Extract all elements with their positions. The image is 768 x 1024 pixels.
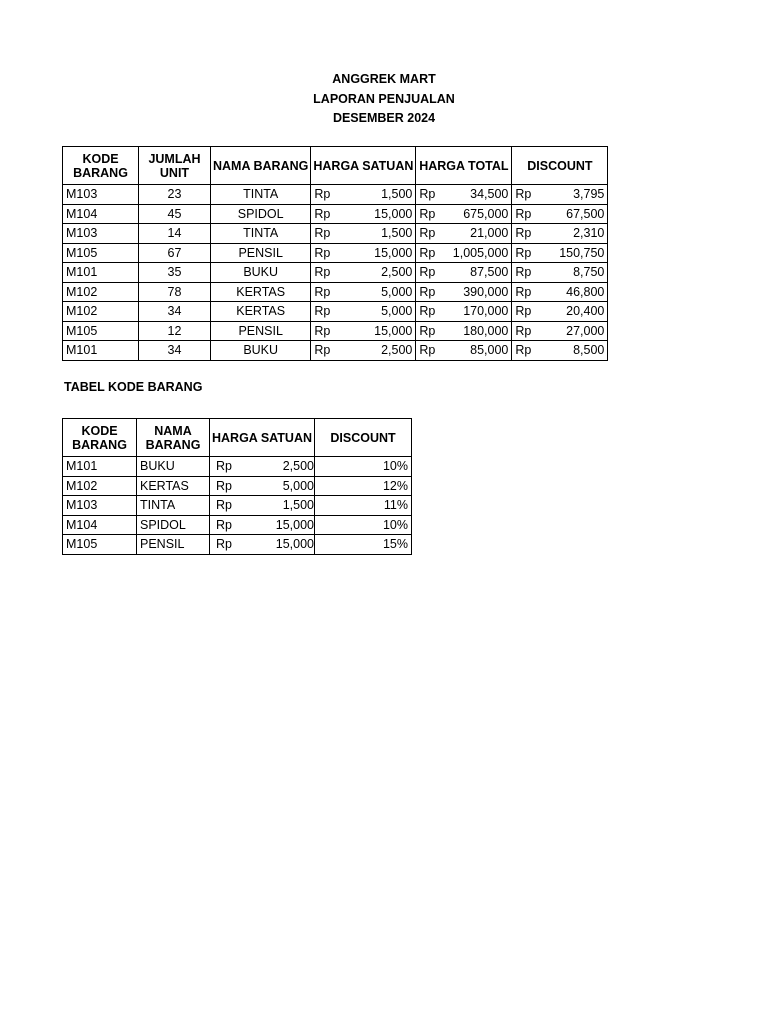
currency-label: Rp [515, 343, 532, 358]
cell-discount [512, 282, 608, 302]
table-row [63, 224, 608, 244]
currency-label: Rp [515, 187, 532, 202]
currency-label: Rp [515, 245, 532, 260]
table-row [63, 341, 608, 361]
table-row [63, 204, 608, 224]
table-row [63, 321, 608, 341]
table-row [63, 515, 412, 535]
currency-label: Rp [419, 323, 436, 338]
cell-nama: PENSIL [211, 243, 311, 263]
amount-value: 8,500 [573, 343, 605, 358]
currency-label: Rp [314, 343, 331, 358]
currency-label: Rp [419, 343, 436, 358]
table-row [63, 243, 608, 263]
amount-value: 5,000 [282, 478, 314, 493]
amount-value: 34,500 [470, 187, 509, 202]
table-row [63, 185, 608, 205]
currency-label: Rp [515, 206, 532, 221]
amount-value: 390,000 [463, 284, 509, 299]
amount-value: 20,400 [566, 304, 605, 319]
cell-harga-total [416, 321, 512, 341]
header-jumlah-unit-line2: UNIT [159, 165, 190, 180]
header-jumlah-unit-line1: JUMLAH [148, 151, 201, 166]
report-title: LAPORAN PENJUALAN [313, 91, 455, 106]
table-row [63, 263, 608, 283]
cell-nama: BUKU [211, 341, 311, 361]
amount-value: 85,000 [470, 343, 509, 358]
currency-label: Rp [419, 284, 436, 299]
amount-value: 1,500 [282, 498, 314, 513]
code-table-header-row [63, 419, 412, 457]
currency-label: Rp [314, 187, 331, 202]
cell-nama: SPIDOL [137, 515, 210, 535]
header-discount: DISCOUNT [512, 147, 608, 185]
code-table-body [63, 457, 412, 555]
cell-harga-satuan [210, 476, 315, 496]
table-row [63, 282, 608, 302]
cell-nama: SPIDOL [211, 204, 311, 224]
currency-label: Rp [419, 245, 436, 260]
cell-kode: M102 [63, 282, 139, 302]
cell-nama: KERTAS [211, 302, 311, 322]
cell-harga-satuan [311, 341, 416, 361]
cell-discount: 10% [315, 515, 412, 535]
amount-value: 2,500 [381, 343, 413, 358]
cell-discount [512, 341, 608, 361]
currency-label: Rp [216, 459, 232, 474]
amount-value: 2,500 [282, 459, 314, 474]
currency-label: Rp [314, 245, 331, 260]
code-header-discount: DISCOUNT [315, 419, 412, 457]
cell-harga-total [416, 302, 512, 322]
code-header-nama-barang-line1: NAMA [154, 423, 192, 438]
cell-harga-total [416, 204, 512, 224]
cell-kode: M104 [63, 515, 137, 535]
cell-harga-satuan [311, 224, 416, 244]
currency-label: Rp [419, 206, 436, 221]
amount-value: 1,500 [381, 187, 413, 202]
cell-jumlah: 12 [139, 321, 211, 341]
currency-label: Rp [419, 226, 436, 241]
header-nama-barang: NAMA BARANG [211, 147, 311, 185]
amount-value: 3,795 [573, 187, 605, 202]
cell-discount: 11% [315, 496, 412, 516]
cell-discount [512, 185, 608, 205]
currency-label: Rp [314, 284, 331, 299]
cell-nama: TINTA [211, 185, 311, 205]
cell-kode: M103 [63, 185, 139, 205]
cell-harga-satuan [210, 496, 315, 516]
sales-table-body [63, 185, 608, 361]
cell-jumlah: 45 [139, 204, 211, 224]
amount-value: 150,750 [559, 245, 605, 260]
cell-harga-satuan [311, 321, 416, 341]
cell-harga-total [416, 263, 512, 283]
header-kode-barang-line1: KODE [82, 151, 119, 166]
cell-nama: TINTA [211, 224, 311, 244]
currency-label: Rp [515, 323, 532, 338]
currency-label: Rp [216, 498, 232, 513]
cell-harga-satuan [210, 515, 315, 535]
amount-value: 2,500 [381, 265, 413, 280]
cell-harga-satuan [311, 263, 416, 283]
cell-harga-total [416, 243, 512, 263]
amount-value: 675,000 [463, 206, 509, 221]
amount-value: 27,000 [566, 323, 605, 338]
cell-kode: M104 [63, 204, 139, 224]
report-header [0, 70, 768, 129]
amount-value: 8,750 [573, 265, 605, 280]
code-header-kode-barang-line1: KODE [81, 423, 118, 438]
cell-harga-satuan [311, 302, 416, 322]
currency-label: Rp [216, 517, 232, 532]
cell-nama: KERTAS [211, 282, 311, 302]
currency-label: Rp [314, 226, 331, 241]
cell-kode: M102 [63, 302, 139, 322]
cell-kode: M102 [63, 476, 137, 496]
cell-discount [512, 263, 608, 283]
code-table [62, 418, 412, 555]
cell-kode: M105 [63, 535, 137, 555]
cell-nama: PENSIL [211, 321, 311, 341]
amount-value: 180,000 [463, 323, 509, 338]
amount-value: 5,000 [381, 304, 413, 319]
sales-table-header-row [63, 147, 608, 185]
currency-label: Rp [515, 284, 532, 299]
amount-value: 15,000 [374, 206, 413, 221]
cell-discount: 12% [315, 476, 412, 496]
currency-label: Rp [515, 226, 532, 241]
header-jumlah-unit [139, 147, 211, 185]
table-row [63, 535, 412, 555]
cell-discount: 15% [315, 535, 412, 555]
cell-jumlah: 14 [139, 224, 211, 244]
code-header-kode-barang [63, 419, 137, 457]
currency-label: Rp [216, 537, 232, 552]
cell-discount [512, 302, 608, 322]
table-row [63, 457, 412, 477]
cell-nama: BUKU [211, 263, 311, 283]
cell-jumlah: 34 [139, 341, 211, 361]
currency-label: Rp [515, 304, 532, 319]
currency-label: Rp [314, 265, 331, 280]
cell-harga-total [416, 185, 512, 205]
cell-jumlah: 34 [139, 302, 211, 322]
cell-harga-total [416, 224, 512, 244]
currency-label: Rp [419, 265, 436, 280]
amount-value: 1,500 [381, 226, 413, 241]
header-harga-satuan: HARGA SATUAN [311, 147, 416, 185]
currency-label: Rp [515, 265, 532, 280]
cell-harga-satuan [311, 204, 416, 224]
amount-value: 21,000 [470, 226, 509, 241]
code-header-kode-barang-line2: BARANG [72, 437, 127, 452]
cell-discount [512, 321, 608, 341]
cell-nama: PENSIL [137, 535, 210, 555]
code-header-harga-satuan: HARGA SATUAN [210, 419, 315, 457]
header-kode-barang-line2: BARANG [73, 165, 128, 180]
cell-harga-satuan [210, 457, 315, 477]
cell-kode: M105 [63, 243, 139, 263]
cell-nama: BUKU [137, 457, 210, 477]
currency-label: Rp [314, 304, 331, 319]
code-header-nama-barang [137, 419, 210, 457]
cell-discount [512, 243, 608, 263]
table-row [63, 302, 608, 322]
amount-value: 15,000 [374, 245, 413, 260]
table-row [63, 476, 412, 496]
sales-table [62, 146, 608, 361]
currency-label: Rp [419, 187, 436, 202]
cell-discount [512, 204, 608, 224]
code-table-title: TABEL KODE BARANG [64, 380, 203, 394]
cell-kode: M103 [63, 224, 139, 244]
amount-value: 2,310 [573, 226, 605, 241]
amount-value: 87,500 [470, 265, 509, 280]
cell-harga-satuan [311, 185, 416, 205]
currency-label: Rp [419, 304, 436, 319]
cell-harga-total [416, 282, 512, 302]
cell-harga-total [416, 341, 512, 361]
amount-value: 67,500 [566, 206, 605, 221]
cell-discount [512, 224, 608, 244]
cell-nama: TINTA [137, 496, 210, 516]
table-row [63, 496, 412, 516]
amount-value: 1,005,000 [452, 245, 509, 260]
currency-label: Rp [216, 478, 232, 493]
cell-jumlah: 35 [139, 263, 211, 283]
cell-jumlah: 67 [139, 243, 211, 263]
report-period: DESEMBER 2024 [332, 111, 436, 125]
cell-jumlah: 23 [139, 185, 211, 205]
cell-nama: KERTAS [137, 476, 210, 496]
cell-harga-satuan [210, 535, 315, 555]
amount-value: 15,000 [275, 517, 314, 532]
amount-value: 5,000 [381, 284, 413, 299]
amount-value: 15,000 [374, 323, 413, 338]
header-harga-total: HARGA TOTAL [416, 147, 512, 185]
cell-harga-satuan [311, 282, 416, 302]
cell-kode: M101 [63, 457, 137, 477]
amount-value: 46,800 [566, 284, 605, 299]
cell-kode: M101 [63, 341, 139, 361]
amount-value: 170,000 [463, 304, 509, 319]
currency-label: Rp [314, 206, 331, 221]
cell-harga-satuan [311, 243, 416, 263]
cell-kode: M103 [63, 496, 137, 516]
store-name: ANGGREK MART [332, 72, 436, 86]
currency-label: Rp [314, 323, 331, 338]
amount-value: 15,000 [275, 537, 314, 552]
header-kode-barang [63, 147, 139, 185]
code-header-nama-barang-line2: BARANG [145, 437, 201, 452]
cell-kode: M101 [63, 263, 139, 283]
cell-kode: M105 [63, 321, 139, 341]
cell-jumlah: 78 [139, 282, 211, 302]
cell-discount: 10% [315, 457, 412, 477]
